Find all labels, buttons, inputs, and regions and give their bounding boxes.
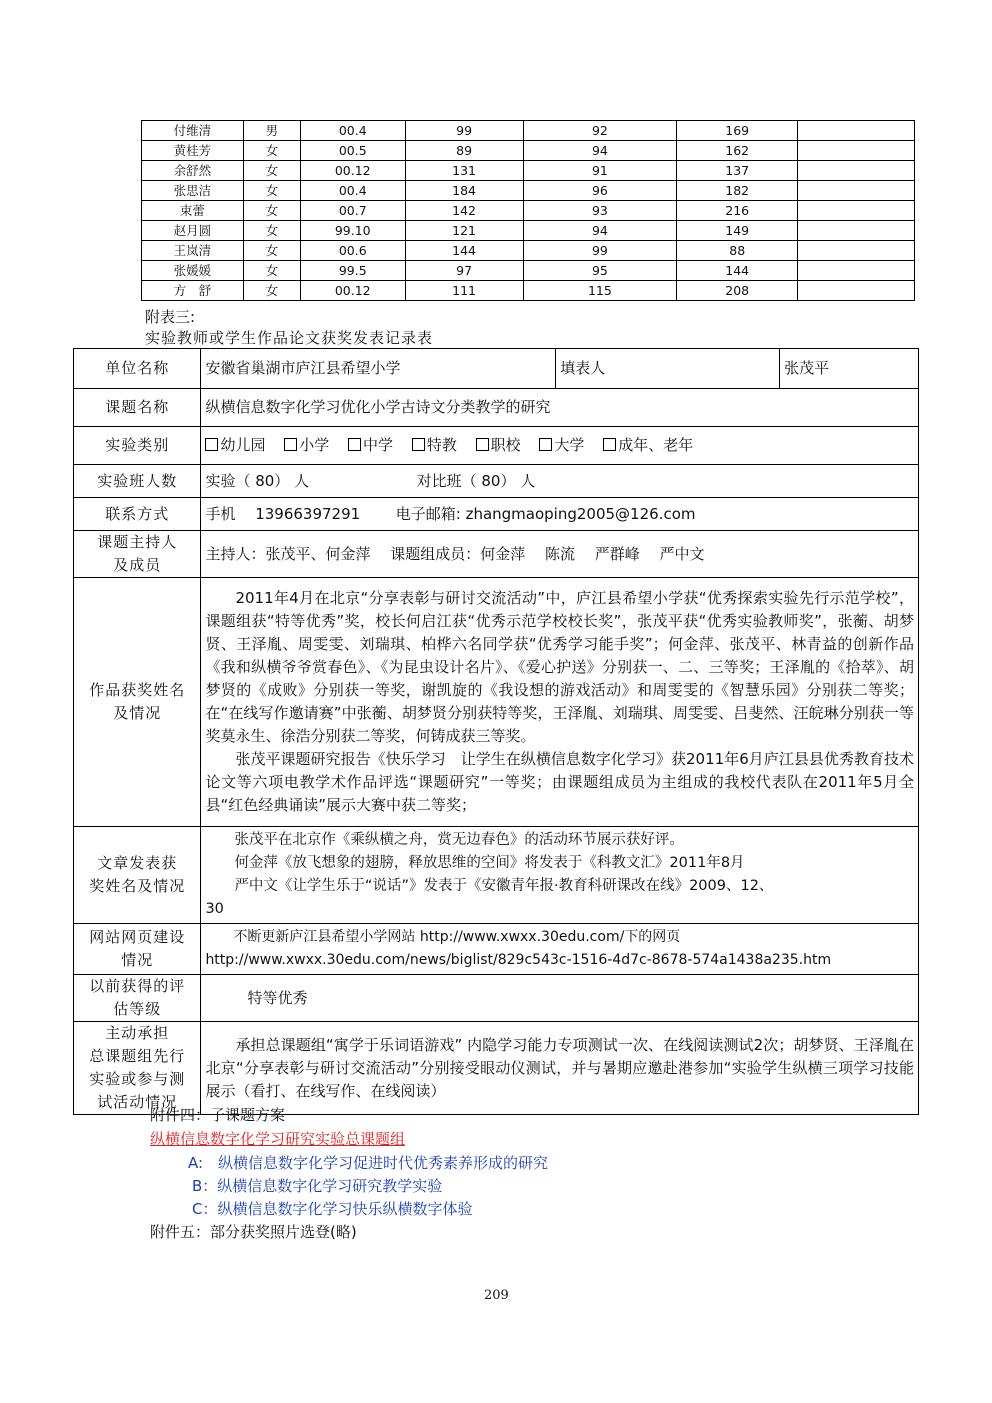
host-label: 课题主持人 及成员 bbox=[74, 531, 201, 578]
prev-label: 以前获得的评 估等级 bbox=[74, 975, 201, 1022]
act-content bbox=[201, 1022, 919, 1115]
table-row bbox=[142, 241, 915, 261]
table-cell bbox=[798, 201, 915, 221]
article-content bbox=[201, 827, 919, 924]
subtopic-c[interactable]: C：纵横信息数字化学习快乐纵横数字体验 bbox=[192, 1200, 473, 1218]
table-cell: 91 bbox=[523, 161, 677, 181]
appendix3-title: 实验教师或学生作品论文获奖发表记录表 bbox=[145, 329, 434, 347]
table-row bbox=[74, 349, 919, 389]
award-content bbox=[201, 578, 919, 827]
contact-label: 联系方式 bbox=[74, 498, 201, 531]
checkbox-icon[interactable] bbox=[284, 438, 297, 451]
table-cell: 111 bbox=[405, 281, 523, 301]
web-line[interactable]: 不断更新庐江县希望小学网站 http://www.xwxx.30edu.com/下的网页 bbox=[233, 929, 681, 945]
table-cell: 张媛媛 bbox=[142, 261, 244, 281]
table-cell: 88 bbox=[677, 241, 798, 261]
table-cell: 92 bbox=[523, 121, 677, 141]
table-cell: 162 bbox=[677, 141, 798, 161]
table-cell: 182 bbox=[677, 181, 798, 201]
article-label: 文章发表获 奖姓名及情况 bbox=[74, 827, 201, 924]
table-cell: 142 bbox=[405, 201, 523, 221]
category-option[interactable]: 中学 bbox=[348, 436, 393, 454]
appendix3-heading: 附表三: bbox=[145, 308, 196, 326]
unit-label: 单位名称 bbox=[74, 349, 201, 389]
article-line: 张茂平在北京作《乘纵横之舟，赏无边春色》的活动环节展示获好评。 bbox=[234, 832, 684, 848]
award-paragraph: 2011年4月在北京“分享表彰与研讨交流活动”中，庐江县希望小学获“优秀探索实验先行示范学校”，课题组获“特等优秀”奖，校长何启江获“优秀示范学校校长奖”，张茂平获“优秀实验教师奖”，张蘅、胡梦贤、王泽胤、周雯雯、刘瑞琪、柏桦六名同学获“优秀学习能手奖”；何金萍、张茂平、林青益的创新作品《我和纵横爷爷赏春色》、《为昆虫设计名片》、《爱心护送》分别获一、二、三等奖；王泽胤的《拾萃》、胡梦贤的《成败》分别获一等奖，谢凯旋的《我设想的游戏活动》和周雯雯的《智慧乐园》分别获二等奖；在“在线写作邀请赛”中张蘅、胡梦贤分别获特等奖，王泽胤、刘瑞琪、周雯雯、吕斐然、汪皖琳分别获一等奖莫永生、徐浩分别获二等奖，何铸成获三等奖。 bbox=[205, 589, 915, 745]
table-cell: 00.12 bbox=[300, 281, 405, 301]
article-line: 何金萍《放飞想象的翅膀，释放思维的空间》将发表于《科教文汇》2011年8月 bbox=[234, 855, 745, 871]
web-url[interactable]: http://www.xwxx.30edu.com/news/biglist/829c543c-1516-4d7c-8678-574a1438a235.htm bbox=[205, 952, 832, 968]
table-row bbox=[142, 181, 915, 201]
table-cell bbox=[798, 281, 915, 301]
category-label: 实验类别 bbox=[74, 427, 201, 465]
table-cell: 94 bbox=[523, 221, 677, 241]
table-cell: 方 舒 bbox=[142, 281, 244, 301]
table-cell bbox=[798, 181, 915, 201]
table-cell: 96 bbox=[523, 181, 677, 201]
subtopic-b[interactable]: B：纵横信息数字化学习研究教学实验 bbox=[192, 1177, 443, 1195]
table-cell: 99.5 bbox=[300, 261, 405, 281]
table-cell: 97 bbox=[405, 261, 523, 281]
table-row bbox=[74, 924, 919, 975]
table-cell: 黄桂芳 bbox=[142, 141, 244, 161]
category-option[interactable]: 大学 bbox=[539, 436, 584, 454]
act-label: 主动承担 总课题组先行 实验或参与测 试活动情况 bbox=[74, 1022, 201, 1115]
table-cell: 131 bbox=[405, 161, 523, 181]
table-cell: 121 bbox=[405, 221, 523, 241]
table-row bbox=[74, 1022, 919, 1115]
table-cell: 99 bbox=[523, 241, 677, 261]
filler-value: 张茂平 bbox=[780, 349, 919, 389]
table-cell bbox=[798, 261, 915, 281]
page-number: 209 bbox=[484, 1288, 509, 1303]
table-cell: 99 bbox=[405, 121, 523, 141]
table-cell: 余舒然 bbox=[142, 161, 244, 181]
checkbox-icon[interactable] bbox=[348, 438, 361, 451]
table-cell: 137 bbox=[677, 161, 798, 181]
table-cell: 赵月圆 bbox=[142, 221, 244, 241]
category-option[interactable]: 职校 bbox=[476, 436, 521, 454]
filler-label: 填表人 bbox=[556, 349, 780, 389]
table-row bbox=[142, 201, 915, 221]
table-cell bbox=[798, 241, 915, 261]
web-content bbox=[201, 924, 919, 975]
table-cell: 男 bbox=[243, 121, 300, 141]
table-cell: 00.6 bbox=[300, 241, 405, 261]
score-table-body bbox=[142, 121, 915, 301]
appendix5: 附件五：部分获奖照片选登(略) bbox=[150, 1223, 357, 1241]
subtopic-a[interactable]: A: 纵横信息数字化学习促进时代优秀素养形成的研究 bbox=[188, 1154, 549, 1172]
web-label: 网站网页建设 情况 bbox=[74, 924, 201, 975]
table-row bbox=[74, 975, 919, 1022]
table-cell: 00.7 bbox=[300, 201, 405, 221]
table-cell: 女 bbox=[243, 241, 300, 261]
class-value bbox=[201, 465, 919, 498]
table-row bbox=[142, 121, 915, 141]
table-cell: 女 bbox=[243, 181, 300, 201]
category-option[interactable]: 成年、老年 bbox=[603, 436, 693, 454]
checkbox-icon[interactable] bbox=[412, 438, 425, 451]
table-cell: 144 bbox=[405, 241, 523, 261]
category-option[interactable]: 幼儿园 bbox=[205, 436, 265, 454]
table-row bbox=[74, 531, 919, 578]
table-cell: 女 bbox=[243, 161, 300, 181]
table-cell: 张思洁 bbox=[142, 181, 244, 201]
checkbox-icon[interactable] bbox=[539, 438, 552, 451]
topic-value: 纵横信息数字化学习优化小学古诗文分类教学的研究 bbox=[201, 389, 919, 427]
topic-label: 课题名称 bbox=[74, 389, 201, 427]
award-paragraph: 张茂平课题研究报告《快乐学习 让学生在纵横信息数字化学习》获2011年6月庐江县县优秀教育技术论文等六项电教学术作品评选“课题研究”一等奖；由课题组成员为主组成的我校代表队在2011年5月全县“红色经典诵读”展示大赛中获二等奖； bbox=[205, 750, 914, 814]
table-row bbox=[142, 221, 915, 241]
group-title-link[interactable]: 纵横信息数字化学习研究实验总课题组 bbox=[150, 1130, 406, 1148]
table-cell: 女 bbox=[243, 141, 300, 161]
table-cell: 144 bbox=[677, 261, 798, 281]
category-option[interactable]: 特教 bbox=[412, 436, 457, 454]
category-options bbox=[201, 427, 919, 465]
table-cell: 95 bbox=[523, 261, 677, 281]
checkbox-icon[interactable] bbox=[205, 438, 218, 451]
table-cell: 付维清 bbox=[142, 121, 244, 141]
table-row bbox=[142, 141, 915, 161]
article-line: 30 bbox=[205, 901, 224, 917]
table-cell: 女 bbox=[243, 201, 300, 221]
table-cell: 184 bbox=[405, 181, 523, 201]
checkbox-icon[interactable] bbox=[476, 438, 489, 451]
checkbox-icon[interactable] bbox=[603, 438, 616, 451]
table-cell: 束蕾 bbox=[142, 201, 244, 221]
table-cell: 149 bbox=[677, 221, 798, 241]
table-row bbox=[74, 465, 919, 498]
category-option[interactable]: 小学 bbox=[284, 436, 329, 454]
table-row bbox=[74, 389, 919, 427]
table-row bbox=[74, 427, 919, 465]
class-cmp-value: 对比班（ 80） 人 bbox=[416, 471, 536, 490]
class-exp-value: 实验（ 80） 人 bbox=[205, 471, 310, 490]
table-cell bbox=[798, 141, 915, 161]
award-label: 作品获奖姓名 及情况 bbox=[74, 578, 201, 827]
table-cell: 94 bbox=[523, 141, 677, 161]
table-row bbox=[142, 161, 915, 181]
act-paragraph: 承担总课题组“寓学于乐词语游戏” 内隐学习能力专项测试一次、在线阅读测试2次；胡梦贤、王泽胤在北京“分享表彰与研讨交流活动”分别接受眼动仪测试，并与暑期应邀赴港参加“实验学生纵横三项学习技能展示（看打、在线写作、在线阅读） bbox=[205, 1035, 914, 1100]
table-row bbox=[74, 827, 919, 924]
table-cell: 00.5 bbox=[300, 141, 405, 161]
contact-value bbox=[201, 498, 919, 531]
table-cell: 00.4 bbox=[300, 121, 405, 141]
contact-phone: 手机 13966397291 bbox=[205, 504, 361, 523]
table-cell: 00.12 bbox=[300, 161, 405, 181]
table-cell bbox=[798, 221, 915, 241]
table-cell: 女 bbox=[243, 221, 300, 241]
table-cell: 王岚清 bbox=[142, 241, 244, 261]
contact-email: 电子邮箱: zhangmaoping2005@126.com bbox=[395, 504, 696, 523]
host-value: 主持人：张茂平、何金萍 课题组成员：何金萍 陈流 严群峰 严中文 bbox=[201, 531, 919, 578]
table-cell: 216 bbox=[677, 201, 798, 221]
table-cell: 169 bbox=[677, 121, 798, 141]
class-label: 实验班人数 bbox=[74, 465, 201, 498]
table-cell: 女 bbox=[243, 261, 300, 281]
prev-value: 特等优秀 bbox=[201, 975, 919, 1022]
score-table bbox=[141, 120, 915, 301]
table-cell: 89 bbox=[405, 141, 523, 161]
table-row bbox=[142, 261, 915, 281]
table-cell: 93 bbox=[523, 201, 677, 221]
appendix4-heading: 附件四：子课题方案 bbox=[150, 1106, 286, 1124]
table-cell: 00.4 bbox=[300, 181, 405, 201]
table-cell bbox=[798, 161, 915, 181]
table-cell: 115 bbox=[523, 281, 677, 301]
unit-value: 安徽省巢湖市庐江县希望小学 bbox=[201, 349, 556, 389]
record-table bbox=[73, 348, 919, 1115]
article-line: 严中文《让学生乐于“说话”》发表于《安徽青年报·教育科研课改在线》2009、12、 bbox=[234, 878, 774, 894]
table-cell: 99.10 bbox=[300, 221, 405, 241]
table-row bbox=[74, 498, 919, 531]
table-cell: 208 bbox=[677, 281, 798, 301]
table-cell bbox=[798, 121, 915, 141]
table-cell: 女 bbox=[243, 281, 300, 301]
table-row bbox=[74, 578, 919, 827]
table-row bbox=[142, 281, 915, 301]
